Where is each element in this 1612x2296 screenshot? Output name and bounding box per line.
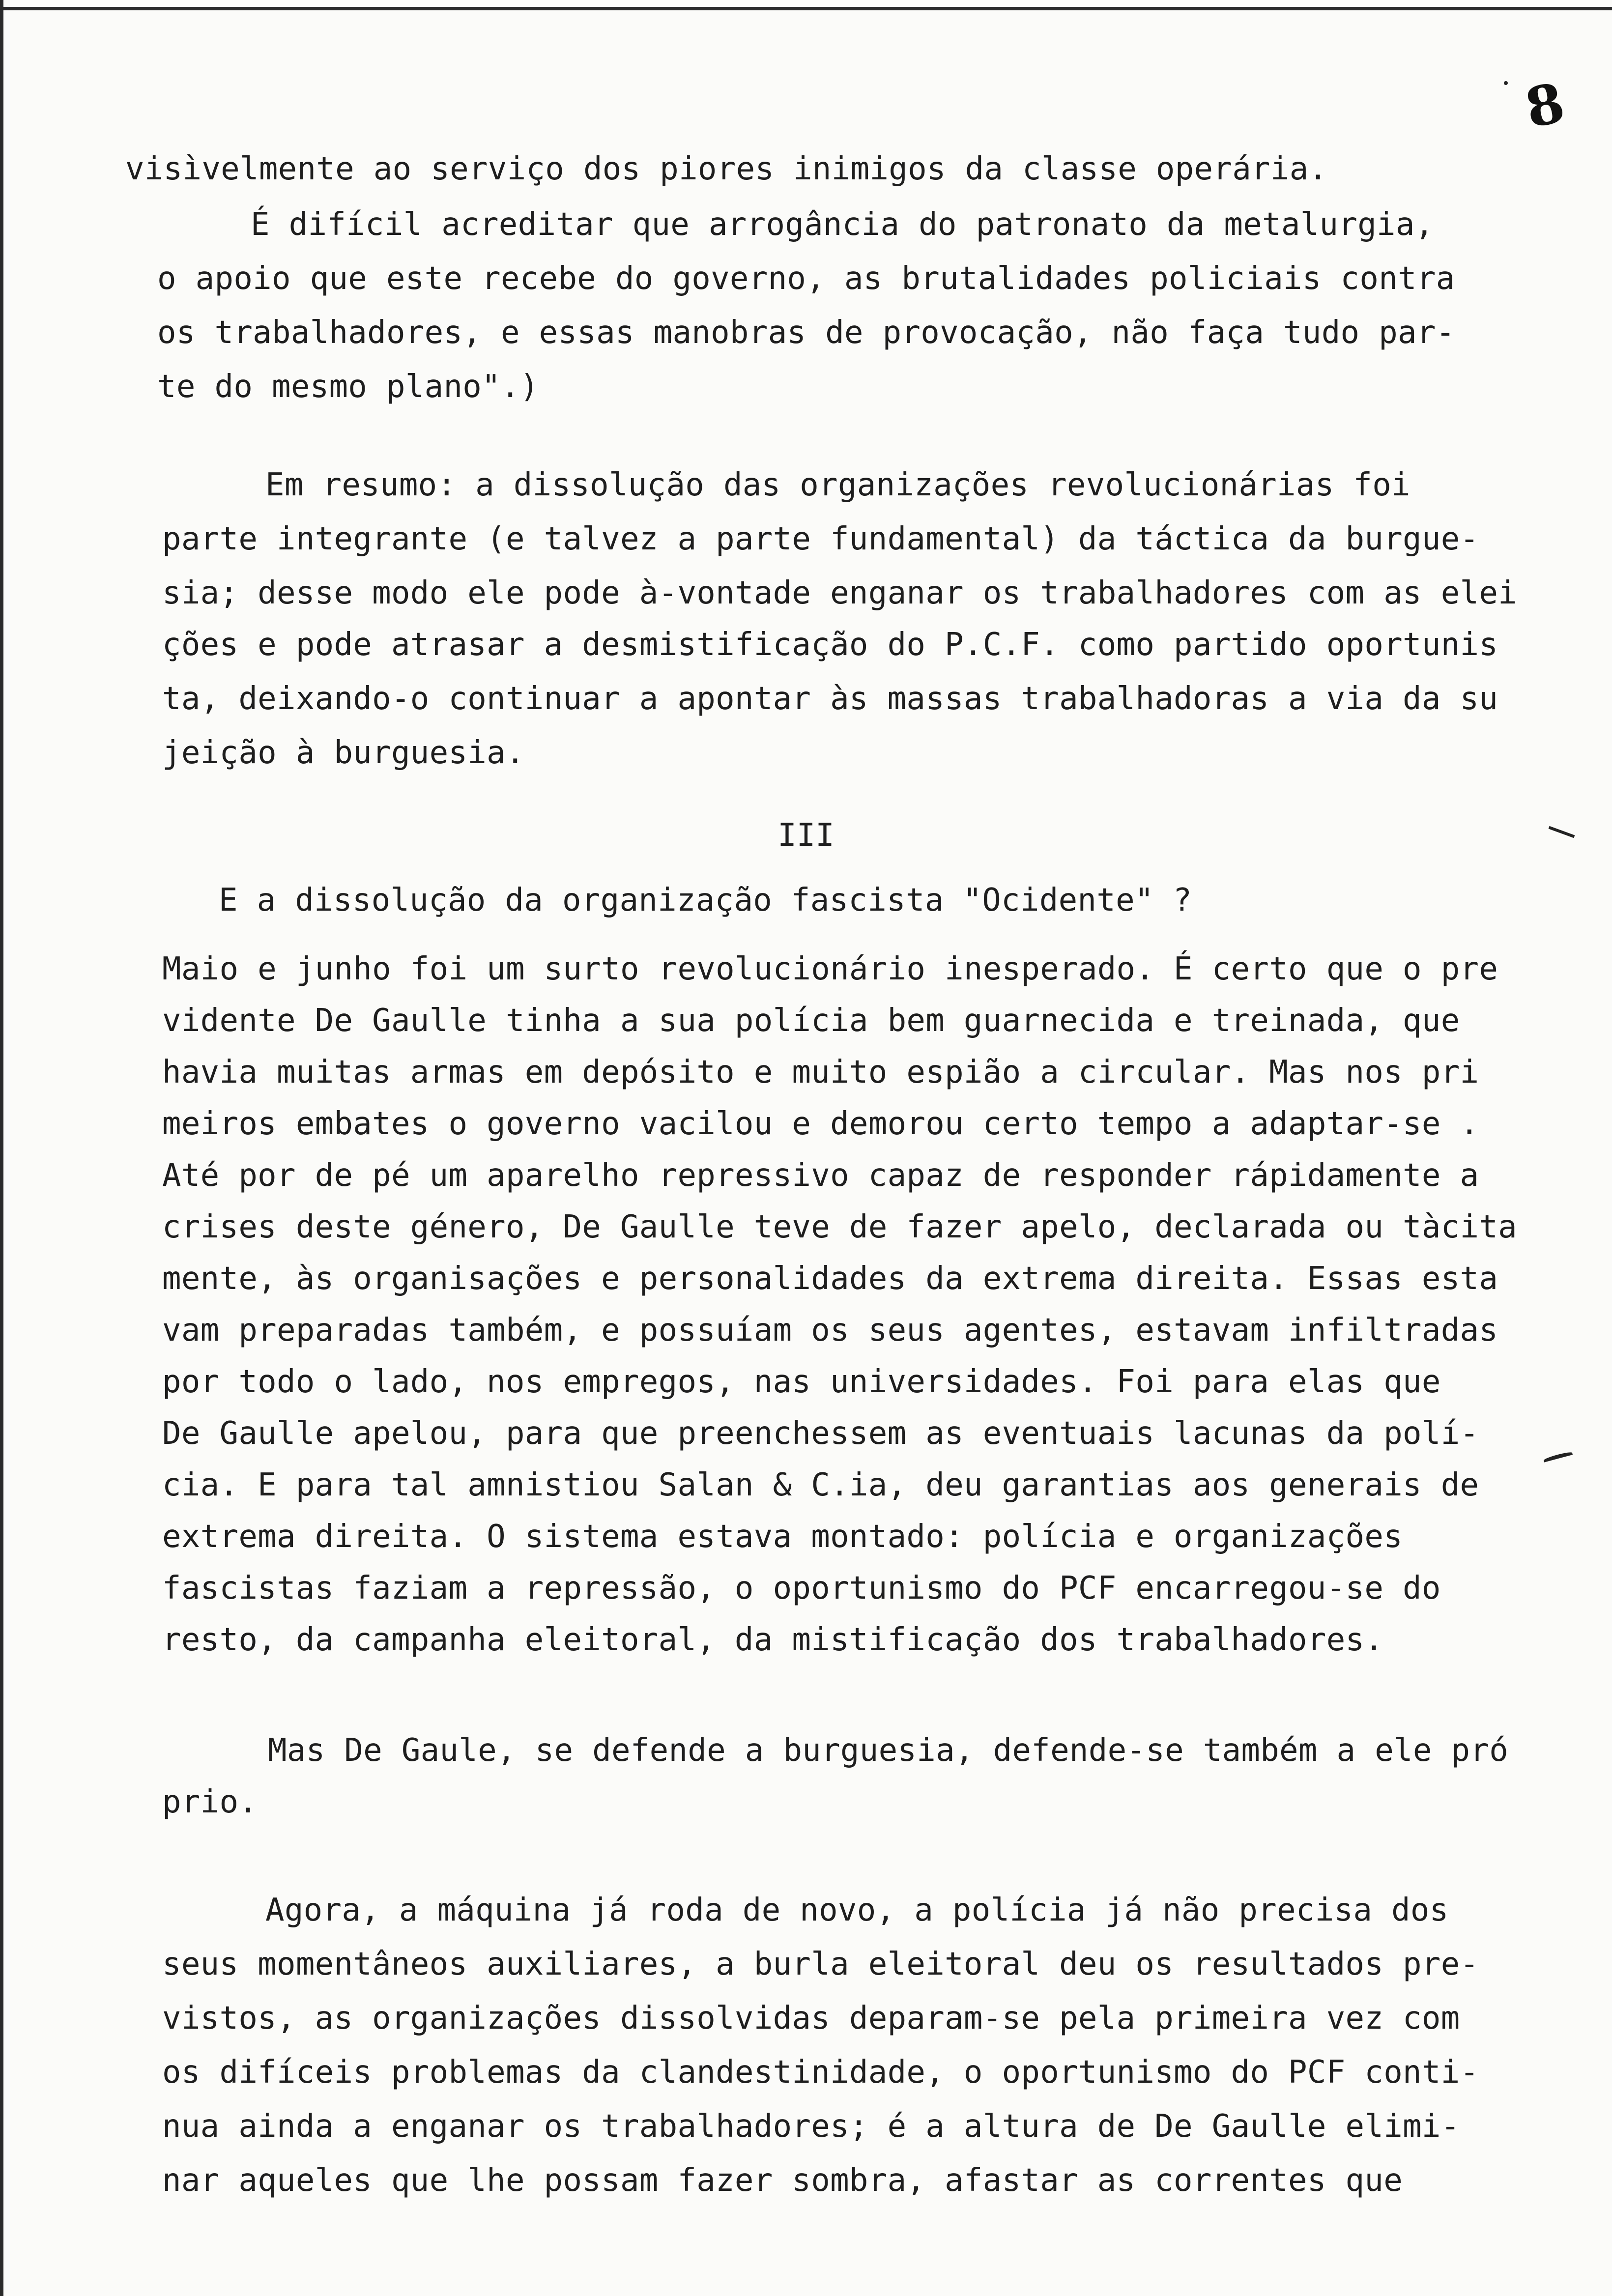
scan-mark bbox=[1504, 81, 1508, 85]
text-line: o apoio que este recebe do governo, as brutalidades policiais contra bbox=[157, 260, 1455, 297]
text-line: os difíceis problemas da clandestinidade, o oportunismo do PCF conti- bbox=[162, 2054, 1479, 2091]
text-line: ta, deixando-o continuar a apontar às massas trabalhadoras a via da su bbox=[162, 681, 1498, 717]
text-line: ções e pode atrasar a desmistificação do P.C.F. como partido oportunis bbox=[162, 627, 1498, 663]
text-line: prio. bbox=[162, 1784, 258, 1820]
text-line: vidente De Gaulle tinha a sua polícia bem guarnecida e treinada, que bbox=[162, 1003, 1460, 1039]
text-line: fascistas faziam a repressão, o oportunismo do PCF encarregou-se do bbox=[162, 1570, 1441, 1607]
text-line: os trabalhadores, e essas manobras de provocação, não faça tudo par- bbox=[157, 315, 1455, 351]
text-line: Até por de pé um aparelho repressivo capaz de responder rápidamente a bbox=[162, 1157, 1479, 1194]
text-line: crises deste género, De Gaulle teve de fazer apelo, declarada ou tàcita bbox=[162, 1209, 1518, 1245]
text-line: Maio e junho foi um surto revolucionário inesperado. É certo que o pre bbox=[162, 951, 1498, 987]
text-line: Agora, a máquina já roda de novo, a polícia já não precisa dos bbox=[265, 1892, 1449, 1928]
top-border bbox=[0, 7, 1612, 10]
text-line: resto, da campanha eleitoral, da mistificação dos trabalhadores. bbox=[162, 1622, 1384, 1658]
text-line: mente, às organisações e personalidades da extrema direita. Essas esta bbox=[162, 1261, 1498, 1297]
text-line: sia; desse modo ele pode à-vontade enganar os trabalhadores com as elei bbox=[162, 575, 1518, 611]
text-line: vam preparadas também, e possuíam os seus agentes, estavam infiltradas bbox=[162, 1312, 1498, 1349]
text-line: seus momentâneos auxiliares, a burla eleitoral deu os resultados pre- bbox=[162, 1946, 1479, 1982]
text-line: É difícil acreditar que arrogância do patronato da metalurgia, bbox=[251, 206, 1434, 243]
text-line: jeição à burguesia. bbox=[162, 735, 525, 771]
page-number: 8 bbox=[1520, 70, 1570, 141]
text-line: Mas De Gaule, se defende a burguesia, defende-se também a ele pró bbox=[268, 1732, 1509, 1769]
text-line: extrema direita. O sistema estava montado: polícia e organizações bbox=[162, 1519, 1403, 1555]
text-line: nar aqueles que lhe possam fazer sombra, afastar as correntes que bbox=[162, 2162, 1403, 2199]
text-line: visìvelmente ao serviço dos piores inimigos da classe operária. bbox=[125, 151, 1328, 187]
text-line: Em resumo: a dissolução das organizações revolucionárias foi bbox=[265, 467, 1410, 503]
left-border bbox=[0, 0, 3, 2296]
text-line: parte integrante (e talvez a parte fundamental) da táctica da burgue- bbox=[162, 521, 1479, 557]
scan-mark bbox=[1543, 1451, 1573, 1462]
text-line: havia muitas armas em depósito e muito espião a circular. Mas nos pri bbox=[162, 1054, 1479, 1091]
text-line: E a dissolução da organização fascista "Ocidente" ? bbox=[219, 882, 1192, 918]
text-line: De Gaulle apelou, para que preenchessem as eventuais lacunas da polí- bbox=[162, 1415, 1479, 1452]
text-line: te do mesmo plano".) bbox=[157, 369, 539, 405]
text-line: vistos, as organizações dissolvidas deparam-se pela primeira vez com bbox=[162, 2000, 1460, 2037]
text-line: meiros embates o governo vacilou e demorou certo tempo a adaptar-se . bbox=[162, 1106, 1479, 1142]
text-line: cia. E para tal amnistiou Salan & C.ia, deu garantias aos generais de bbox=[162, 1467, 1479, 1503]
section-heading: III bbox=[777, 817, 835, 854]
text-line: por todo o lado, nos empregos, nas universidades. Foi para elas que bbox=[162, 1364, 1441, 1400]
text-line: nua ainda a enganar os trabalhadores; é a altura de De Gaulle elimi- bbox=[162, 2108, 1460, 2145]
